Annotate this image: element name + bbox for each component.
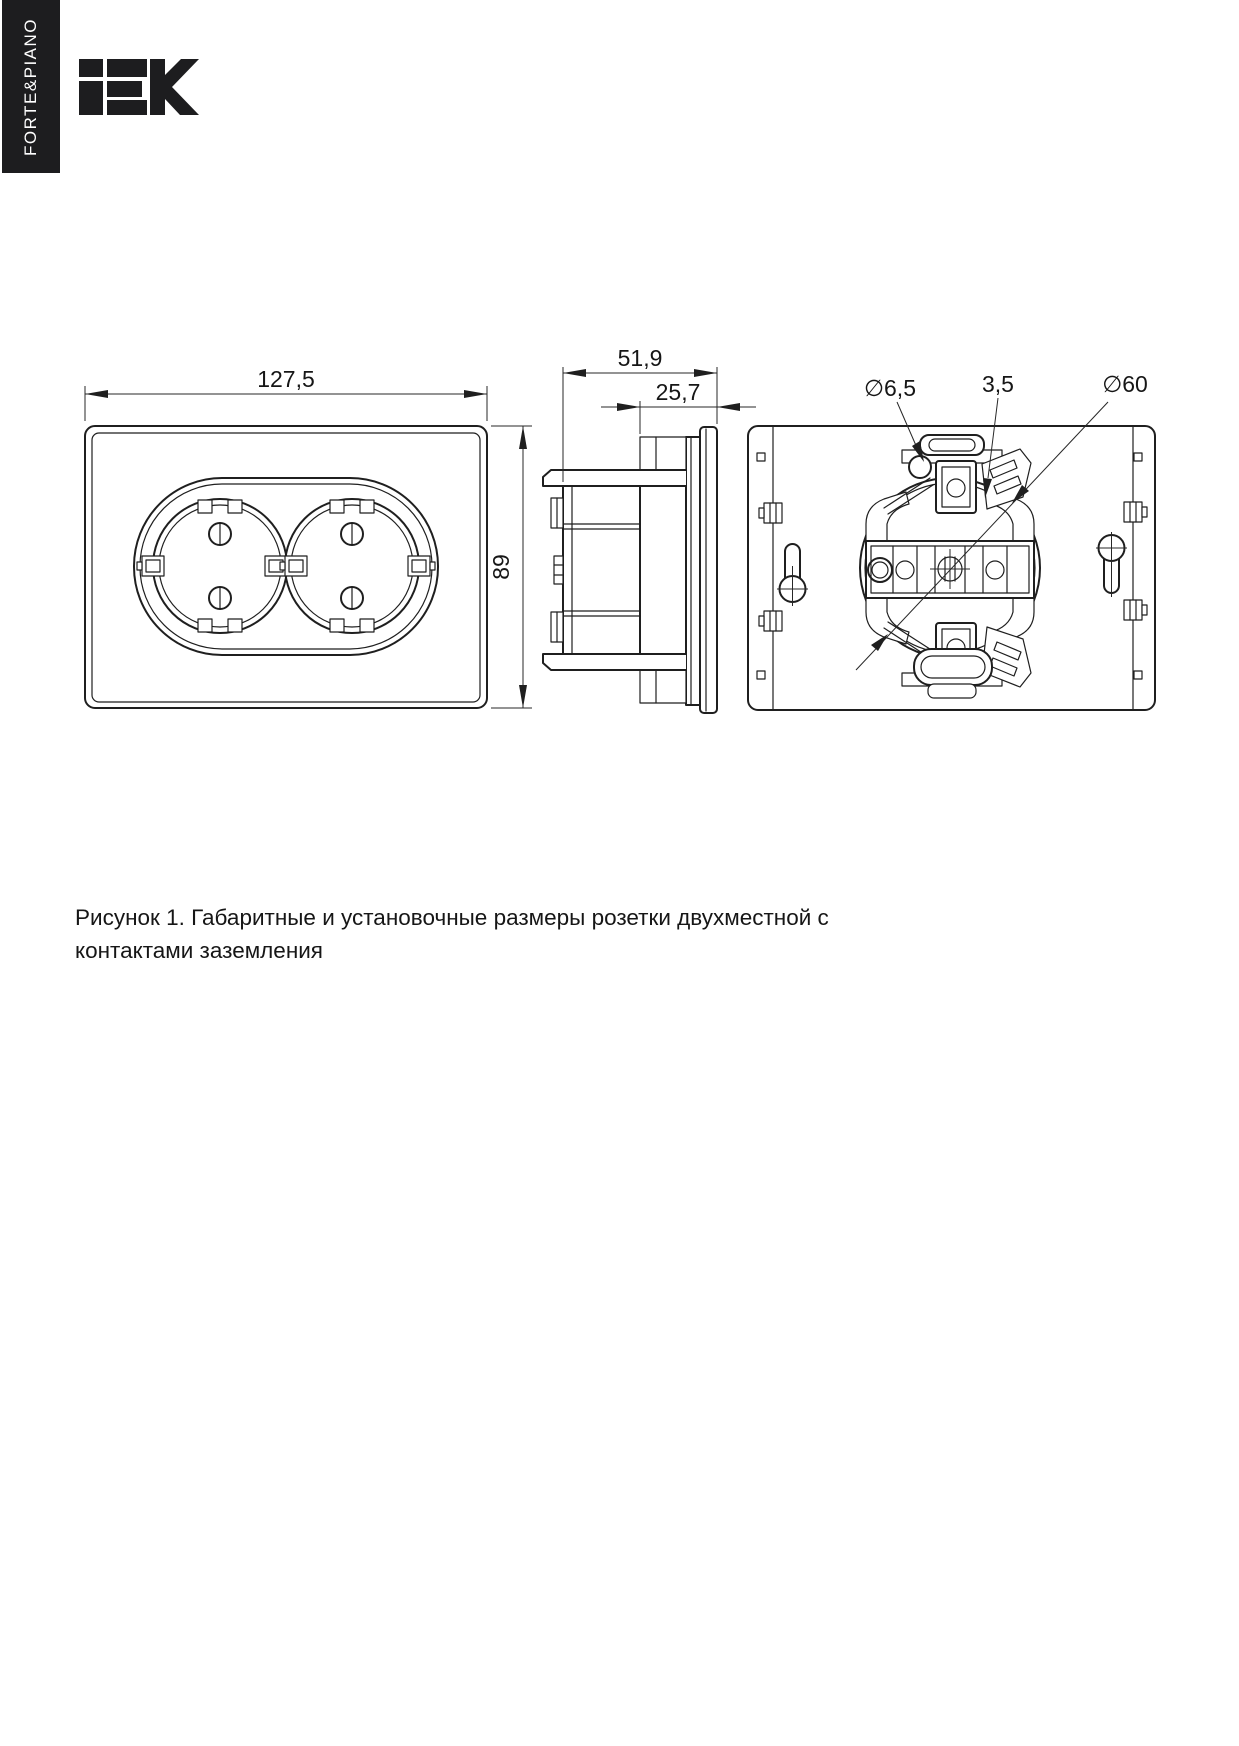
figure-caption: Рисунок 1. Габаритные и установочные размеры розетки двухместной с контактами заземления xyxy=(75,905,829,963)
brand-series-label: FORTE&PIANO xyxy=(21,17,41,156)
dim-front-height-label: 89 xyxy=(488,554,514,580)
back-view xyxy=(748,371,1155,710)
dim-hole-diameter-label: ∅6,5 xyxy=(863,375,917,401)
dim-side-depth-total-label: 51,9 xyxy=(617,345,663,371)
dim-front-height xyxy=(488,426,532,708)
dim-slot-width-label: 3,5 xyxy=(982,371,1014,397)
dim-front-width-label: 127,5 xyxy=(257,366,315,392)
dim-front-width xyxy=(85,366,487,421)
dim-box-diameter-label: ∅60 xyxy=(1102,371,1148,397)
dim-side-depth-front-label: 25,7 xyxy=(655,379,701,405)
dim-side-depth-front xyxy=(601,379,756,434)
side-view xyxy=(543,345,756,713)
front-view xyxy=(85,366,532,708)
